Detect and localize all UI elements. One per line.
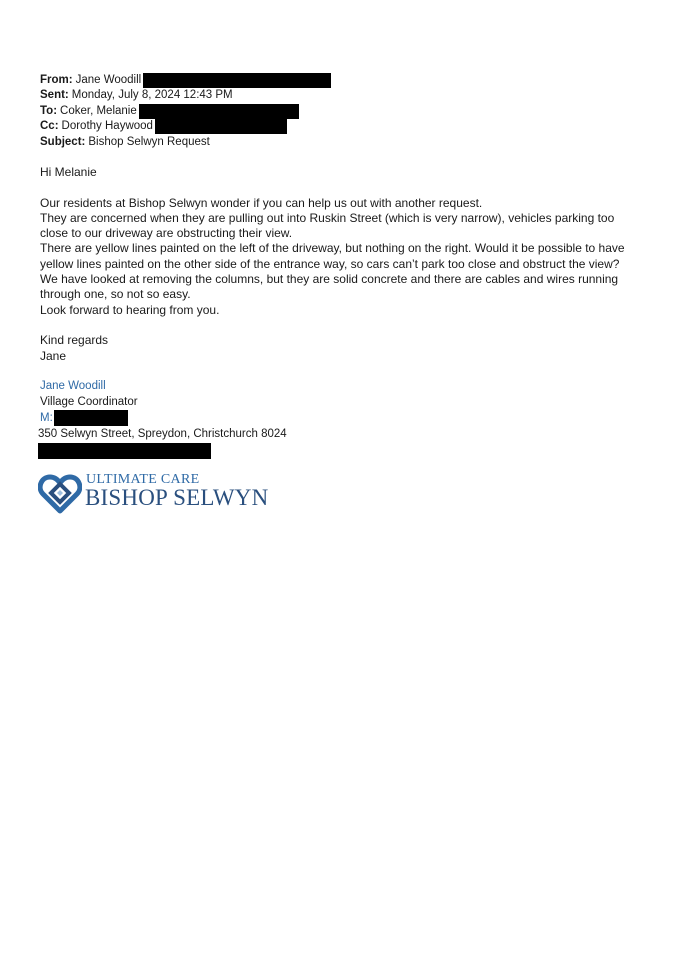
sent-value: Monday, July 8, 2024 12:43 PM	[71, 89, 233, 102]
subject-label: Subject:	[40, 135, 86, 148]
from-label: From:	[40, 74, 73, 86]
closing: Kind regards	[40, 333, 109, 348]
signature-title: Village Coordinator	[40, 396, 138, 408]
sent-label: Sent:	[40, 89, 69, 102]
cc-line	[40, 119, 331, 134]
redaction-box	[139, 104, 299, 119]
closing-name: Jane	[40, 348, 67, 363]
body-line: We have looked at removing the columns, but they are solid concrete and there are cables and wires running through one, so not so easy.	[40, 272, 619, 302]
signature-mobile-line	[40, 410, 287, 426]
redaction-box	[143, 73, 331, 88]
to-line	[40, 104, 331, 119]
company-logo	[38, 471, 268, 517]
body-line: There are yellow lines painted on the left of the driveway, but nothing on the right. Would it be possible to have yellow lines painted on the other side of the entrance way, so cars can’t park too close and obstruct the view?	[40, 241, 625, 271]
cc-label: Cc:	[40, 120, 59, 133]
redaction-box	[155, 119, 287, 134]
from-value: Jane Woodill	[75, 74, 142, 86]
logo-text-bottom: BISHOP SELWYN	[85, 485, 269, 510]
signature-name: Jane Woodill	[40, 380, 106, 392]
signature-redacted-line	[38, 443, 287, 459]
heart-logo-icon	[38, 471, 82, 515]
cc-value: Dorothy Haywood	[61, 120, 153, 133]
subject-value: Bishop Selwyn Request	[88, 135, 210, 148]
body-line: Look forward to hearing from you.	[40, 302, 220, 317]
subject-line	[40, 135, 331, 150]
signature-block	[40, 378, 287, 459]
redaction-box	[54, 410, 128, 426]
email-body	[40, 165, 640, 364]
mobile-label: M:	[40, 412, 53, 424]
sent-line	[40, 88, 331, 103]
logo-text-top: ULTIMATE CARE	[86, 472, 200, 487]
from-line	[40, 73, 331, 88]
signature-address: 350 Selwyn Street, Spreydon, Christchurch 8024	[38, 428, 287, 440]
to-label: To:	[40, 104, 58, 117]
email-header	[40, 73, 331, 150]
body-line: Our residents at Bishop Selwyn wonder if you can help us out with another request.	[40, 195, 483, 210]
redaction-box	[38, 443, 211, 459]
greeting: Hi Melanie	[40, 165, 97, 179]
body-line: They are concerned when they are pulling out into Ruskin Street (which is very narrow), vehicles parking too close to our driveway are obstructing their view.	[40, 210, 615, 241]
to-value: Coker, Melanie	[60, 104, 137, 117]
